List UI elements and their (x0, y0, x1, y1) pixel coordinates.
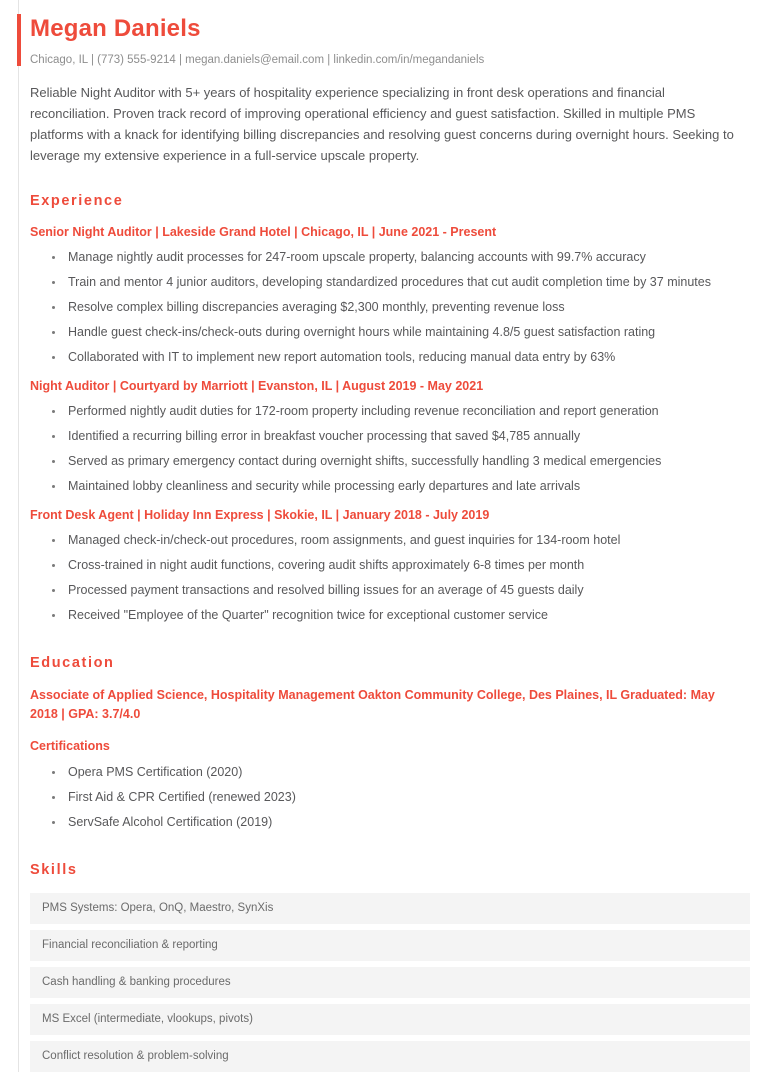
section-heading-education: Education (30, 655, 115, 671)
contact-info-line: Chicago, IL | (773) 555-9214 | megan.daniels@email.com | linkedin.com/in/megandaniels (30, 54, 485, 66)
job-bullet: Received "Employee of the Quarter" recognition twice for exceptional customer service (50, 607, 740, 624)
job-bullet: Managed check-in/check-out procedures, room assignments, and guest inquiries for 134-room hotel (50, 532, 740, 549)
section-heading-skills: Skills (30, 862, 78, 878)
job-bullet: Cross-trained in night audit functions, covering audit shifts approximately 6-8 times per month (50, 557, 740, 574)
job-bullet-list (30, 403, 740, 495)
certifications-heading: Certifications (30, 739, 110, 753)
experience-section (0, 192, 748, 624)
skill-item: MS Excel (intermediate, vlookups, pivots) (30, 1004, 750, 1035)
job-bullet-list (30, 249, 740, 366)
job-heading: Front Desk Agent | Holiday Inn Express | Skokie, IL | January 2018 - July 2019 (30, 508, 490, 522)
job-heading: Senior Night Auditor | Lakeside Grand Hotel | Chicago, IL | June 2021 - Present (30, 225, 497, 239)
left-accent-rail (18, 0, 19, 1072)
job-bullet: Manage nightly audit processes for 247-room upscale property, balancing accounts with 99.7% accuracy (50, 249, 740, 266)
education-degree-line: Associate of Applied Science, Hospitality Management Oakton Community College, Des Plaines, IL Graduated: May 2018 | GPA: 3.7/4.0 (30, 688, 715, 721)
skills-list (30, 893, 740, 1072)
certification-item: First Aid & CPR Certified (renewed 2023) (50, 789, 740, 806)
skill-item: Financial reconciliation & reporting (30, 930, 750, 961)
education-section (0, 654, 748, 831)
certification-item: Opera PMS Certification (2020) (50, 764, 740, 781)
job-bullet: Resolve complex billing discrepancies averaging $2,300 monthly, preventing revenue loss (50, 299, 740, 316)
experience-job (30, 224, 740, 366)
job-bullet: Train and mentor 4 junior auditors, developing standardized procedures that cut audit completion time by 37 minutes (50, 274, 740, 291)
name-accent-bar (17, 14, 21, 66)
resume-header (0, 0, 748, 68)
professional-summary: Reliable Night Auditor with 5+ years of hospitality experience specializing in front desk operations and financial reconciliation. Proven track record of improving operational efficiency and guest satisfaction. Skilled in multiple PMS platforms with a knack for identifying billing discrepancies and resolving guest concerns during overnight hours. Seeking to leverage my extensive experience in a full-service upscale property. (30, 85, 734, 163)
job-bullet: Identified a recurring billing error in breakfast voucher processing that saved $4,785 annually (50, 428, 740, 445)
job-bullet-list (30, 532, 740, 624)
job-bullet: Handle guest check-ins/check-outs during overnight hours while maintaining 4.8/5 guest satisfaction rating (50, 324, 740, 341)
section-heading-experience: Experience (30, 193, 124, 209)
skill-item: Conflict resolution & problem-solving (30, 1041, 750, 1072)
page-title: Megan Daniels (30, 15, 201, 42)
experience-job (30, 507, 740, 624)
skill-item: PMS Systems: Opera, OnQ, Maestro, SynXis (30, 893, 750, 924)
experience-job (30, 378, 740, 495)
job-bullet: Processed payment transactions and resolved billing issues for an average of 45 guests daily (50, 582, 740, 599)
job-bullet: Served as primary emergency contact during overnight shifts, successfully handling 3 medical emergencies (50, 453, 740, 470)
job-heading: Night Auditor | Courtyard by Marriott | Evanston, IL | August 2019 - May 2021 (30, 379, 484, 393)
job-bullet: Performed nightly audit duties for 172-room property including revenue reconciliation and report generation (50, 403, 740, 420)
skill-item: Cash handling & banking procedures (30, 967, 750, 998)
certifications-list (30, 764, 740, 831)
skills-section (0, 861, 748, 1072)
job-bullet: Collaborated with IT to implement new report automation tools, reducing manual data entry by 63% (50, 349, 740, 366)
job-bullet: Maintained lobby cleanliness and security while processing early departures and late arrivals (50, 478, 740, 495)
certification-item: ServSafe Alcohol Certification (2019) (50, 814, 740, 831)
